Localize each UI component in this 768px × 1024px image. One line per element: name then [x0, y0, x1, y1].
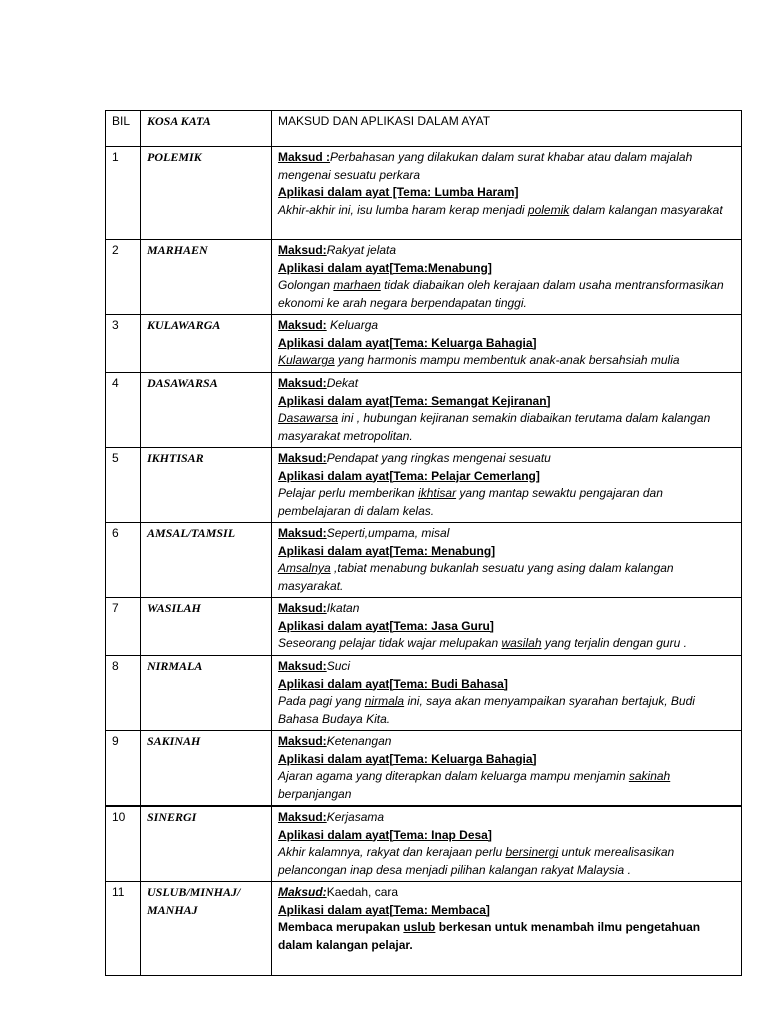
aplikasi-label: Aplikasi dalam ayat [Tema: Lumba Haram] — [278, 185, 519, 199]
sentence-keyword: ikhtisar — [418, 486, 457, 500]
sentence-post: yang mantap sewaktu pengajaran dan pembelajaran di dalam kelas. — [278, 486, 663, 518]
maksud-label: Maksud: — [278, 601, 327, 615]
maksud-line — [278, 884, 735, 902]
header-kosa-kata: KOSA KATA — [141, 111, 272, 147]
sentence-post: untuk merealisasikan pelancongan inap desa menjadi pilihan kalangan rakyat Malaysia . — [278, 845, 675, 877]
sentence-pre: Akhir-akhir ini, isu lumba haram kerap menjadi — [278, 202, 528, 217]
sentence-post: berkesan untuk menambah ilmu pengetahuan dalam kalangan pelajar. — [278, 920, 701, 952]
table-row — [106, 523, 742, 598]
maksud-label: Maksud : — [278, 150, 331, 164]
maksud-text: Kaedah, cara — [326, 885, 399, 899]
example-sentence — [278, 768, 735, 803]
row-number: 6 — [106, 523, 141, 598]
maksud-text: Rakyat jelata — [326, 243, 397, 257]
table-row — [106, 731, 742, 807]
sentence-keyword: polemik — [527, 202, 570, 217]
maksud-label: Maksud: — [278, 451, 327, 465]
table-row — [106, 448, 742, 523]
aplikasi-label: Aplikasi dalam ayat[Tema: Menabung] — [278, 543, 496, 558]
maksud-text: Dekat — [326, 376, 359, 390]
sentence-post: ini , hubungan kejiranan semakin diabaikan terutama dalam kalangan masyarakat metropolitan. — [278, 411, 711, 443]
maksud-cell — [272, 523, 742, 598]
sentence-keyword: Dasawarsa — [278, 411, 339, 425]
sentence-post: dalam kalangan masyarakat — [569, 202, 723, 217]
maksud-text: Kerjasama — [326, 810, 385, 824]
maksud-label: Maksud: — [278, 734, 327, 748]
table-row — [106, 315, 742, 373]
sentence-post: yang harmonis mampu membentuk anak-anak bersahsiah mulia — [334, 353, 680, 367]
table-row — [106, 806, 742, 882]
sentence-pre: Golongan — [278, 278, 334, 292]
kosa-kata: NIRMALA — [141, 656, 272, 731]
kosa-kata: AMSAL/TAMSIL — [141, 523, 272, 598]
row-number: 1 — [106, 147, 141, 240]
example-sentence — [278, 352, 735, 370]
row-number: 4 — [106, 373, 141, 448]
maksud-label: Maksud: — [278, 526, 327, 540]
sentence-pre: Membaca merupakan — [278, 920, 404, 934]
row-number: 9 — [106, 731, 141, 807]
sentence-keyword: marhaen — [333, 278, 381, 292]
example-sentence — [278, 635, 735, 653]
maksud-line — [278, 375, 735, 393]
sentence-post: ini, saya akan menyampaikan syarahan bertajuk, Budi Bahasa Budaya Kita. — [278, 694, 695, 726]
row-number: 10 — [106, 806, 141, 882]
row-number: 8 — [106, 656, 141, 731]
sentence-pre: Ajaran agama yang diterapkan dalam keluarga mampu menjamin — [278, 769, 629, 783]
example-sentence — [278, 844, 735, 879]
row-number: 3 — [106, 315, 141, 373]
sentence-pre: Pelajar perlu memberikan — [278, 486, 419, 500]
aplikasi-label: Aplikasi dalam ayat[Tema: Inap Desa] — [278, 827, 492, 842]
table-row — [106, 373, 742, 448]
maksud-line — [278, 733, 735, 751]
aplikasi-label: Aplikasi dalam ayat[Tema: Keluarga Bahagia] — [278, 751, 537, 766]
aplikasi-label: Aplikasi dalam ayat[Tema:Menabung] — [278, 260, 492, 275]
sentence-post: berpanjangan — [278, 786, 352, 801]
aplikasi-label: Aplikasi dalam ayat[Tema: Membaca] — [278, 902, 490, 917]
kosa-kata: DASAWARSA — [141, 373, 272, 448]
table-row — [106, 147, 742, 240]
kosa-kata: SINERGI — [141, 806, 272, 882]
maksud-cell — [272, 315, 742, 373]
sentence-post: tidak diabaikan oleh kerajaan dalam usaha mentransformasikan ekonomi ke arah negara berpendapatan tinggi. — [278, 278, 724, 310]
maksud-label: Maksud: — [278, 243, 327, 257]
table-row — [106, 656, 742, 731]
kosa-kata: KULAWARGA — [141, 315, 272, 373]
header-maksud: MAKSUD DAN APLIKASI DALAM AYAT — [272, 111, 742, 147]
maksud-label: Maksud: — [278, 885, 327, 899]
maksud-text: Perbahasan yang dilakukan dalam surat khabar atau dalam majalah mengenai sesuatu perkara — [278, 150, 693, 182]
sentence-keyword: uslub — [403, 920, 436, 934]
table-row — [106, 598, 742, 656]
sentence-pre: Seseorang pelajar tidak wajar melupakan — [278, 636, 502, 650]
table-row — [106, 882, 742, 976]
maksud-line — [278, 525, 735, 543]
sentence-pre: Pada pagi yang — [278, 694, 365, 708]
sentence-keyword: sakinah — [628, 769, 671, 783]
sentence-keyword: nirmala — [364, 694, 405, 708]
row-number: 2 — [106, 240, 141, 315]
aplikasi-label: Aplikasi dalam ayat[Tema: Keluarga Bahagia] — [278, 335, 537, 350]
sentence-keyword: wasilah — [501, 636, 542, 650]
sentence-post: yang terjalin dengan guru . — [541, 636, 687, 650]
aplikasi-label: Aplikasi dalam ayat[Tema: Semangat Kejiranan] — [278, 393, 551, 408]
maksud-cell — [272, 731, 742, 807]
example-sentence — [278, 485, 735, 520]
sentence-keyword: Kulawarga — [278, 353, 335, 367]
table-row — [106, 240, 742, 315]
example-sentence — [278, 202, 735, 220]
maksud-cell — [272, 373, 742, 448]
maksud-line — [278, 809, 735, 827]
maksud-cell — [272, 806, 742, 882]
maksud-text: Suci — [326, 659, 351, 673]
maksud-line — [278, 450, 735, 468]
kosa-kata: MARHAEN — [141, 240, 272, 315]
maksud-cell — [272, 656, 742, 731]
example-sentence — [278, 560, 735, 595]
row-number: 5 — [106, 448, 141, 523]
maksud-label: Maksud: — [278, 318, 327, 332]
maksud-text: Ketenangan — [326, 734, 392, 748]
kosa-kata: WASILAH — [141, 598, 272, 656]
example-sentence — [278, 410, 735, 445]
maksud-text: Ikatan — [326, 601, 360, 615]
example-sentence — [278, 919, 735, 954]
maksud-label: Maksud: — [278, 376, 327, 390]
maksud-text: Seperti,umpama, misal — [326, 526, 450, 540]
maksud-cell — [272, 882, 742, 976]
aplikasi-label: Aplikasi dalam ayat[Tema: Budi Bahasa] — [278, 676, 508, 691]
maksud-line — [278, 317, 735, 335]
example-sentence — [278, 277, 735, 312]
row-number: 7 — [106, 598, 141, 656]
aplikasi-label: Aplikasi dalam ayat[Tema: Pelajar Cemerlang] — [278, 468, 540, 483]
header-bil: BIL — [106, 111, 141, 147]
maksud-line — [278, 600, 735, 618]
maksud-line — [278, 242, 735, 260]
maksud-text: Keluarga — [326, 318, 379, 332]
row-number: 11 — [106, 882, 141, 976]
maksud-label: Maksud: — [278, 659, 327, 673]
kosa-kata: POLEMIK — [141, 147, 272, 240]
sentence-keyword: Amsalnya — [278, 561, 331, 575]
maksud-cell — [272, 147, 742, 240]
maksud-text: Pendapat yang ringkas mengenai sesuatu — [326, 451, 551, 465]
maksud-line — [278, 658, 735, 676]
maksud-line — [278, 149, 735, 184]
kosa-kata: IKHTISAR — [141, 448, 272, 523]
maksud-label: Maksud: — [278, 810, 327, 824]
vocabulary-table — [105, 110, 742, 976]
sentence-pre: Akhir kalamnya, rakyat dan kerajaan perlu — [278, 845, 506, 859]
sentence-post: ,tabiat menabung bukanlah sesuatu yang asing dalam kalangan masyarakat. — [278, 561, 674, 593]
maksud-cell — [272, 598, 742, 656]
aplikasi-label: Aplikasi dalam ayat[Tema: Jasa Guru] — [278, 618, 494, 633]
sentence-keyword: bersinergi — [505, 845, 559, 859]
kosa-kata: USLUB/MINHAJ/ MANHAJ — [141, 882, 272, 976]
table-header-row — [106, 111, 742, 147]
kosa-kata: SAKINAH — [141, 731, 272, 807]
maksud-cell — [272, 240, 742, 315]
maksud-cell — [272, 448, 742, 523]
example-sentence — [278, 693, 735, 728]
